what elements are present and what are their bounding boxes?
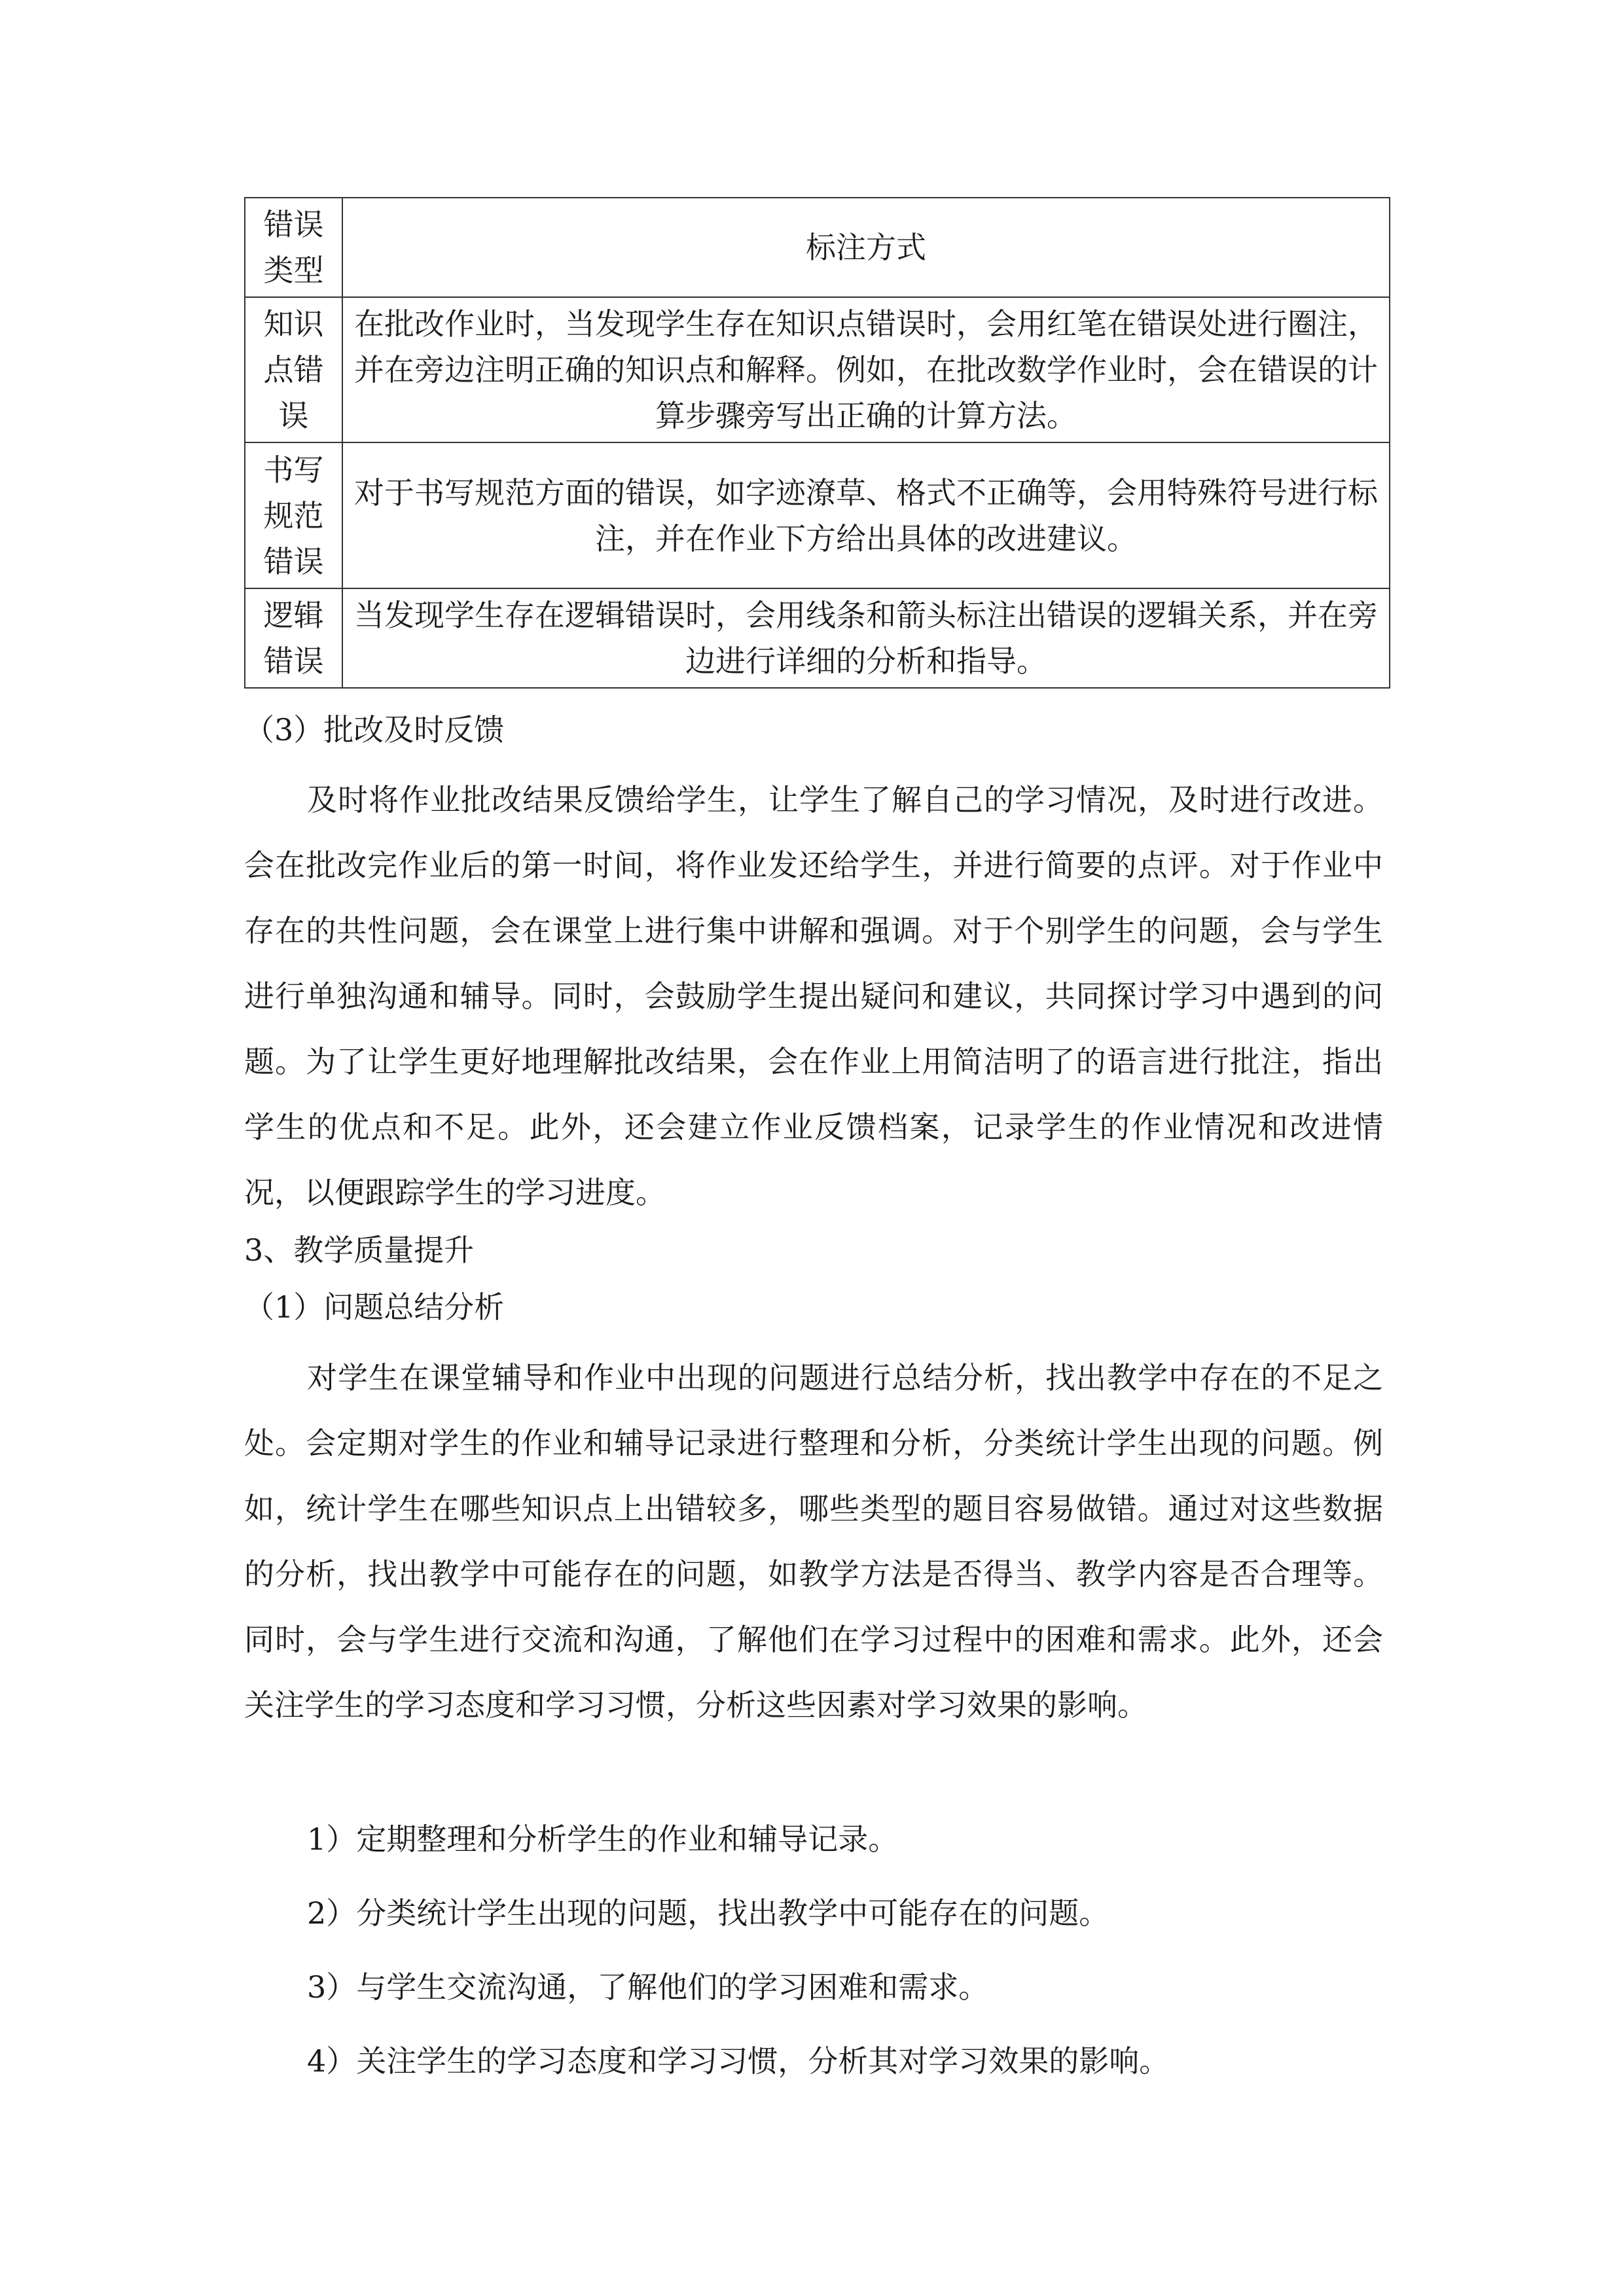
analysis-subheading: （1）问题总结分析 [244,1289,505,1325]
error-type-cell: 书写规范错误 [245,442,342,588]
annotation-method-cell: 对于书写规范方面的错误，如字迹潦草、格式不正确等，会用特殊符号进行标注，并在作业下方给出具体的改进建议。 [342,442,1390,588]
analysis-paragraph: 对学生在课堂辅导和作业中出现的问题进行总结分析，找出教学中存在的不足之处。会定期对学生的作业和辅导记录进行整理和分析，分类统计学生出现的问题。例如，统计学生在哪些知识点上出错较多，哪些类型的题目容易做错。通过对这些数据的分析，找出教学中可能存在的问题，如教学方法是否得当、教学内容是否合理等。同时，会与学生进行交流和沟通，了解他们在学习过程中的困难和需求。此外，还会关注学生的学习态度和学习习惯，分析这些因素对学习效果的影响。 [244,1360,1383,1723]
list-item: 3）与学生交流沟通，了解他们的学习困难和需求。 [307,1969,989,2005]
feedback-paragraph: 及时将作业批改结果反馈给学生，让学生了解自己的学习情况，及时进行改进。会在批改完作业后的第一时间，将作业发还给学生，并进行简要的点评。对于作业中存在的共性问题，会在课堂上进行集中讲解和强调。对于个别学生的问题，会与学生进行单独沟通和辅导。同时，会鼓励学生提出疑问和建议，共同探讨学习中遇到的问题。为了让学生更好地理解批改结果，会在作业上用简洁明了的语言进行批注，指出学生的优点和不足。此外，还会建立作业反馈档案，记录学生的作业情况和改进情况，以便跟踪学生的学习进度。 [244,782,1383,1210]
annotation-method-cell: 当发现学生存在逻辑错误时，会用线条和箭头标注出错误的逻辑关系，并在旁边进行详细的分析和指导。 [342,588,1390,688]
table-header-row [245,198,1390,297]
list-item: 1）定期整理和分析学生的作业和辅导记录。 [307,1821,899,1857]
annotation-method-cell: 在批改作业时，当发现学生存在知识点错误时，会用红笔在错误处进行圈注，并在旁边注明正确的知识点和解释。例如，在批改数学作业时，会在错误的计算步骤旁写出正确的计算方法。 [342,297,1390,442]
table-row [245,442,1390,588]
header-annotation-method: 标注方式 [342,198,1390,297]
quality-heading: 3、教学质量提升 [244,1232,475,1268]
list-item: 2）分类统计学生出现的问题，找出教学中可能存在的问题。 [307,1895,1110,1931]
error-type-cell: 逻辑错误 [245,588,342,688]
list-item: 4）关注学生的学习态度和学习习惯，分析其对学习效果的影响。 [307,2043,1170,2079]
header-error-type: 错误类型 [245,198,342,297]
feedback-heading: （3）批改及时反馈 [244,712,505,747]
error-type-cell: 知识点错误 [245,297,342,442]
table-row [245,588,1390,688]
error-annotation-table [244,197,1390,689]
table-row [245,297,1390,442]
